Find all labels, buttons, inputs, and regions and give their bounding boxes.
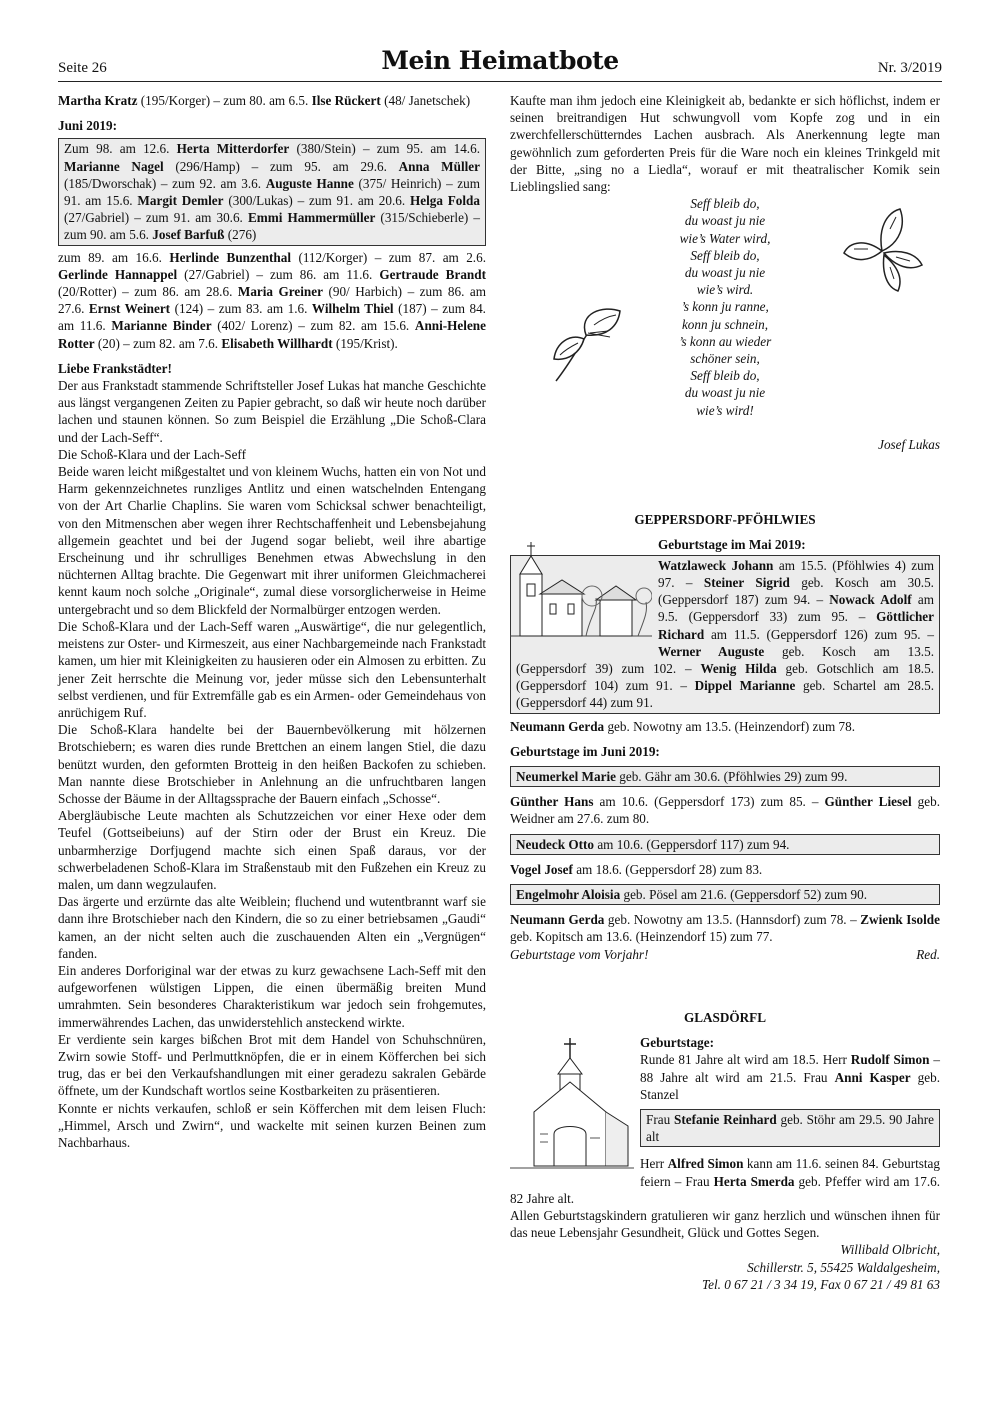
story-paragraph: Beide waren leicht mißgestaltet und von kleinem Wuchs, hatten ein von Not und Harm gekennzeichnetes runzliges Antlitz und einen watschelnden Entengang von der Art Charlie Chaplins. Sie waren vom Schicksal schwer benachteiligt, von den Mitmenschen aber wegen ihrer Rechtschaffenheit und Lebensbejahung allgemein geachtet und bei der Jugend sogar beliebt, weil ihre abartige Erscheinung und ihr schrulliges Benehmen etwas Abwechslung in den nüchternen Alltag brachte. Die Gegenwart mit ihrer uniformen Gleichmacherei kennt kaum noch solche „Originale“, zumal diese vorsorglicherweise in Heime untergebracht und so dem Blickfeld der Normalbürger entzogen werden. (58, 464, 486, 617)
person-name: Werner Auguste (658, 643, 765, 659)
story-heading: Liebe Frankstädter! (58, 360, 172, 376)
text-line: schöner sein, (690, 351, 760, 367)
masthead-logo: Mein Heimatbote (381, 46, 619, 75)
story-continuation: Kaufte man ihm jedoch eine Kleinigkeit ab, bedankte er sich höflichst, indem er seinen breitrandigen Hut schwungvoll vom Kopfe zog und in ein zwerchfellerschütterndes Lachen ausbrach. Als Anerkennung legte man gewöhnlich zum geforderten Preis für die Ware noch ein kleines Trinkgeld mit der Bitte, „sing no a Liedla“, worauf er mit theatralischer Komik sein Lieblingslied sang: (510, 93, 940, 195)
text-line: ’s konn ju ranne, (681, 299, 769, 315)
june-box-3 (510, 834, 940, 855)
person-name: Auguste Hanne (265, 175, 354, 191)
text-run: (27/Gabriel) – zum 91. am 30.6. (64, 210, 248, 226)
june-entry-6 (510, 911, 940, 945)
prev-year-note (510, 946, 940, 963)
section-title-glasdoerfl: GLASDÖRFL (683, 1009, 767, 1025)
text-run: (20/Rotter) – zum 86. am 28.6. (58, 284, 238, 300)
person-name: Ernst Weinert (88, 301, 171, 317)
issue-number: Nr. 3/2019 (877, 60, 942, 76)
person-name: Anni Kasper (834, 1069, 911, 1085)
story-paragraph: Er verdiente sein karges bißchen Brot mit dem Handel von Schuhschnüren, Zwirn sowie Stoff- und Perlmuttknöpfen, die er in einem Köfferchen bei sich trug, das er bei den Verkaufshandlungen mit einer geradezu sakralen Gebärde öffnete, um der Kundschaft wortlos seine Kostbarkeiten zu präsentieren. (58, 1031, 486, 1099)
person-name: Margit Demler (137, 193, 224, 209)
text-line: Seff bleib do, (690, 247, 760, 263)
text-line: Schillerstr. 5, 55425 Waldalgesheim, (747, 1259, 940, 1275)
person-name: Elisabeth Willhardt (221, 335, 333, 351)
text-run: geb. Schartel am 28.5. (Geppersdorf 44) zum 91. (516, 678, 935, 711)
text-run: (296/Hamp) – zum 95. am 29.6. (163, 158, 399, 174)
story-paragraph: Der aus Frankstadt stammende Schriftsteller Josef Lukas hat manche Geschichte aus längst vergangenen Zeiten zu Papier gebracht, so daß wir heute noch darüber lachen und staunen können. So zum Beispiel die Erzählung „Die Schoß-Clara und der Lach-Seff“. (58, 378, 486, 445)
text-run: geb. Weidner am 27.6. zum 80. (510, 794, 940, 827)
person-name: Gerlinde Hannappel (58, 266, 178, 282)
person-name: Gertraude Brandt (379, 266, 486, 282)
text-run: (27/Gabriel) – zum 86. am 11.6. (177, 266, 380, 282)
story-paragraph: Ein anderes Dorforiginal war der etwas zu kurz gewachsene Lach-Seff mit den aufgeworfenen wülstigen Lippen, die einen übermäßig breiten Mund umrahmten. Sein besonderes Charakteristikum war jedoch sein frohgemutes, immerwährendes Lachen, das unwiderstehlich ansteckend wirkte. (58, 962, 486, 1030)
prev-year-text: Geburtstage vom Vorjahr! (510, 946, 649, 962)
text-run: (187) – zum 84. am 11.6. (58, 301, 486, 334)
section-title-geppersdorf: GEPPERSDORF-PFÖHLWIES (634, 512, 816, 528)
person-name: Marianne Binder (111, 318, 212, 334)
person-name: Herta Mitterdorfer (176, 141, 290, 157)
butterfly-icon (838, 205, 926, 297)
person-name: Neumerkel Marie (516, 769, 616, 785)
june-heading: Juni 2019: (58, 118, 117, 134)
text-line: Tel. 0 67 21 / 3 34 19, Fax 0 67 21 / 49 81 63 (702, 1276, 940, 1292)
may-extra (510, 718, 940, 735)
text-line: wie’s wird! (696, 402, 754, 418)
text-run: Zum 98. am 12.6. (64, 141, 177, 157)
story-paragraph: Die Schoß-Klara und der Lach-Seff (58, 446, 246, 462)
text-run: geb. Gähr am 30.6. (Pföhlwies 29) zum 99. (615, 769, 848, 785)
june-box-5 (510, 884, 940, 905)
text-line: Seff bleib do, (690, 196, 760, 212)
intro-paragraph (58, 92, 486, 109)
text-run: Runde 81 Jahre alt wird am 18.5. Herr (640, 1052, 851, 1068)
text-line: konn ju schnein, (681, 316, 769, 332)
person-name: Nowack Adolf (829, 592, 912, 608)
text-run: (402/ Lorenz) – zum 82. am 15.6. (211, 318, 415, 334)
text-run: (112/Korger) – zum 87. am 2.6. (291, 249, 486, 265)
glas-heading: Geburtstage: (640, 1035, 714, 1051)
text-line: Willibald Olbricht, (840, 1242, 940, 1258)
person-name: Günther Liesel (824, 794, 912, 810)
text-run: (276) (224, 227, 257, 243)
text-run: geb. Stöhr am 29.5. 90 Jahre alt (646, 1111, 934, 1145)
page-number: Seite 26 (58, 60, 107, 76)
text-run: (185/Dworschak) – zum 92. am 3.6. (64, 175, 266, 191)
glas-highlight-box (640, 1109, 940, 1147)
story-text (58, 377, 486, 1151)
story-paragraph: Konnte er nichts verkaufen, schloß er sein Köfferchen mit dem leisen Fluch: „Himmel, Arsch und Zwirn“, und wackelte mit seinen kurzen Beinen zum Nachbarhaus. (58, 1100, 486, 1150)
person-name: Wenig Hilda (700, 661, 777, 677)
glas-paragraph-3: Allen Geburtstagskindern gratulieren wir ganz herzlich und wünschen ihnen für das neue Lebensjahr Gesundheit, Glück und Gottes Segen. (510, 1207, 940, 1241)
story-paragraph: Das ärgerte und erzürnte das alte Weiblein; fluchend und wutentbrannt warf sie dann ihre Brotschieber nach den Kindern, die so zu einer betriebsamen „Gaudi“ kamen, an der nicht selten auch die zuschauenden Alten ein „Vergnügen“ fanden. (58, 894, 486, 961)
person-name: Neumann Gerda (510, 718, 605, 734)
person-name: Helga Folda (409, 193, 480, 209)
text-run: kann am 11.6. seinen 84. Geburtstag feiern – Frau (640, 1156, 940, 1189)
person-name: Josef Barfuß (152, 227, 225, 243)
text-run: geb. Nowotny am 13.5. (Hannsdorf) zum 78. – (604, 912, 861, 928)
village-church-icon (510, 536, 652, 648)
person-name: Stefanie Reinhard (673, 1111, 777, 1127)
text-run: (20) – zum 82. am 7.6. (94, 335, 222, 351)
text-line: wie’s wird. (696, 282, 754, 298)
person-name: Anni-Helene Rotter (58, 318, 486, 351)
text-run: Herr (640, 1156, 668, 1172)
text-run: – 88 Jahre alt wird am 21.5. Frau (640, 1052, 940, 1085)
person-name: Engelmohr Aloisia (516, 887, 621, 903)
text-run: (300/Lukas) – zum 91. am 20.6. (223, 193, 410, 209)
editor-mark: Red. (916, 946, 940, 962)
text-line: du woast ju nie (684, 385, 766, 401)
person-name: Herta Smerda (713, 1173, 795, 1189)
text-line: Seff bleib do, (690, 368, 760, 384)
person-name: Anna Müller (398, 158, 480, 174)
june-list (58, 249, 486, 352)
person-name: Neudeck Otto (516, 836, 595, 852)
text-run: Frau (646, 1111, 674, 1127)
person-name: Ilse Rückert (311, 93, 381, 108)
text-run: am 15.5. (Pföhlwies 4) zum 97. – (658, 557, 934, 591)
june-entry-4 (510, 861, 940, 878)
text-run: am 10.6. (Geppersdorf 173) zum 85. – (593, 794, 825, 810)
butterfly-icon (548, 303, 628, 385)
intro-text: (195/Korger) – zum 80. am 6.5. (137, 93, 312, 108)
text-run: geb. Gotschlich am 18.5. (Geppersdorf 104) zum 91. – (516, 661, 934, 694)
text-run: geb. Nowotny am 13.5. (Heinzendorf) zum 78. (604, 718, 856, 734)
text-run: (90/ Harbich) – zum 86. am 27.6. (58, 284, 486, 317)
person-name: Marianne Nagel (64, 158, 164, 174)
text-run: geb. Stanzel (640, 1069, 940, 1102)
june-heading-geppersdorf: Geburtstage im Juni 2019: (510, 743, 660, 759)
story-paragraph: Die Schoß-Klara und der Lach-Seff waren „Auswärtige“, die nur gelegentlich, meistens zur Oster- und Kirmeszeit, aus einer Nachbargemeinde nach Frankstadt kamen, um hier mit Kleinigkeiten zu hausieren oder ein Almosen zu erbitten. Zu jener Zeit herrschte die Meinung vor, jeder müsse sich den Lebensunterhalt selbst verdienen, und für Extremfälle gab es ein Armen- oder Gemeindehaus von anrüchigem Ruf. (58, 618, 486, 720)
person-name: Steiner Sigrid (703, 575, 790, 591)
header-rule (58, 81, 942, 82)
text-run: geb. Kopitsch am 13.6. (Heinzendorf 15) zum 77. (510, 929, 773, 945)
june-highlight-box (58, 138, 486, 245)
text-run: (195/Krist). (332, 335, 398, 351)
person-name: Göttlicher Richard (658, 609, 934, 642)
right-column (510, 92, 940, 1293)
text-line: du woast ju nie (684, 213, 766, 229)
text-run: (315/Schieberle) – zum 90. am 5.6. (64, 210, 480, 243)
story-paragraph: Die Schoß-Klara handelte bei der Bauernbevölkerung mit hölzernen Brotschiebern; es waren dies runde Brettchen an einem langen Stiel, die dazu benützt wurden, den geformten Brotteig in den heißen Backofen zu schieben. Man nannte diese Brotschieber in Anlehnung an die unfruchtbaren langen Schosse der Bäume in der Alltagssprache der Bauern einfach „Schosse“. (58, 722, 486, 806)
person-name: Alfred Simon (667, 1156, 744, 1172)
may-heading: Geburtstage im Mai 2019: (658, 536, 806, 552)
text-run: am 18.6. (Geppersdorf 28) zum 83. (572, 861, 763, 877)
person-name: Wilhelm Thiel (311, 301, 394, 317)
text-run: (380/Stein) – zum 95. am 14.6. (289, 141, 480, 157)
person-name: Emmi Hammermüller (247, 210, 376, 226)
intro-text: (48/ Janetschek) (380, 93, 471, 108)
text-line: du woast ju nie (684, 265, 766, 281)
person-name: Watzlaweck Johann (658, 557, 774, 573)
text-run: geb. Pfeffer wird am 17.6. 82 Jahre alt. (510, 1173, 941, 1206)
person-name: Rudolf Simon (850, 1052, 930, 1068)
text-run: geb. Kosch am 30.5. (Geppersdorf 187) zum 94. – (658, 575, 934, 608)
person-name: Vogel Josef (510, 861, 573, 877)
text-run: (124) – zum 83. am 1.6. (170, 301, 312, 317)
text-line: wie’s Water wird, (679, 230, 771, 246)
person-name: Maria Greiner (237, 284, 323, 300)
text-run: geb. Kosch am 13.5. (Geppersdorf 39) zum 102. – (516, 643, 934, 677)
person-name: Martha Kratz (58, 93, 138, 108)
person-name: Günther Hans (510, 794, 594, 810)
chapel-icon (510, 1034, 634, 1174)
person-name: Herlinde Bunzenthal (169, 249, 292, 265)
poem-block (510, 195, 940, 433)
text-run: (375/ Heinrich) – zum 91. am 15.6. (64, 175, 480, 209)
june-box-1 (510, 766, 940, 787)
left-column (58, 92, 486, 1151)
text-run: am 9.5. (Geppersdorf 33) zum 95. – (658, 592, 934, 625)
person-name: Dippel Marianne (694, 678, 796, 694)
text-run: am 10.6. (Geppersdorf 117) zum 94. (594, 836, 790, 852)
story-paragraph: Abergläubische Leute machten als Schutzzeichen vor einer Hexe oder dem Teufel (Gottseibeiuns) auf der Stirn oder der Brust ein Kreuz. Die unbarmherzige Dorfjugend machte sich einen Spaß daraus, vor der schwerbeladenen Schoß-Klara im Straßenstaub mit den Fußzehen ein Kreuz zu malen, um dann wegzulaufen. (58, 808, 486, 892)
person-name: Neumann Gerda (510, 912, 605, 928)
june-entry-2 (510, 793, 940, 827)
text-run: zum 89. am 16.6. (58, 249, 170, 265)
signature-block (510, 1241, 940, 1293)
text-run: am 11.5. (Geppersdorf 126) zum 95. – (704, 626, 934, 642)
poem-author: Josef Lukas (878, 437, 940, 453)
text-run: geb. Pösel am 21.6. (Geppersdorf 52) zum 90. (620, 887, 868, 903)
text-line: ’s konn au wieder (678, 333, 772, 349)
person-name: Zwienk Isolde (860, 912, 940, 928)
